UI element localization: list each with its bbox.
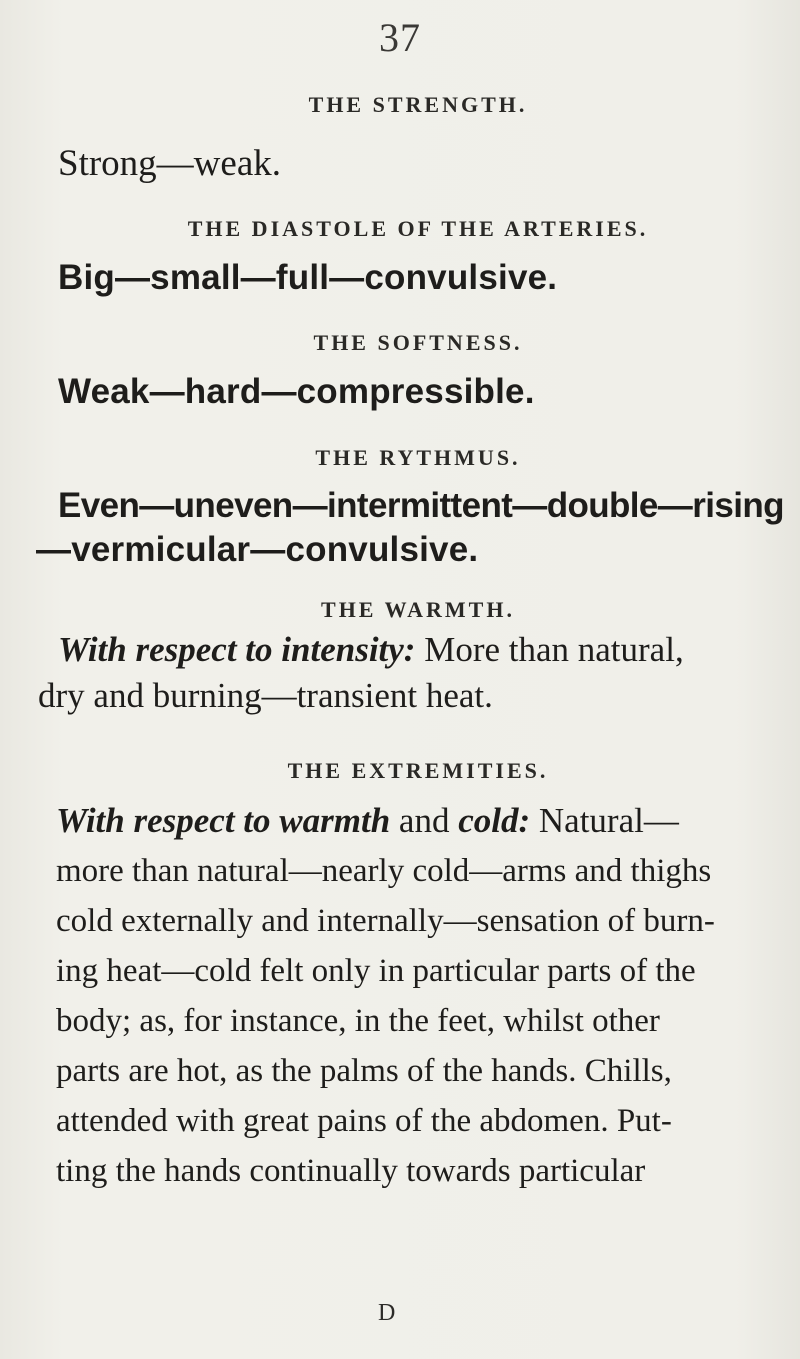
section-extremities-body [56,796,776,1196]
section-heading: THE WARMTH. [321,597,515,622]
section-softness [58,330,778,356]
body-line: body; as, for instance, in the feet, whilst other [56,1003,660,1039]
italic-lead: With respect to intensity: [58,630,416,669]
section-strength-body [58,142,778,185]
section-heading: THE SOFTNESS. [313,330,523,355]
body-text: and [398,801,450,840]
body-line: Even—uneven—intermittent—double—rising [58,486,784,525]
italic-lead: With respect to warmth [56,801,391,840]
body-line: more than natural—nearly cold—arms and thighs [56,853,712,889]
section-heading: THE RYTHMUS. [315,445,521,470]
body-line: parts are hot, as the palms of the hands. Chills, [56,1053,672,1089]
section-extremities [58,758,778,784]
body-line: attended with great pains of the abdomen. Put- [56,1103,672,1139]
italic-lead: cold: [458,801,531,840]
body-line: Strong—weak. [58,143,281,184]
body-text: More than natural, [424,630,684,669]
body-line: dry and burning—transient heat. [38,676,493,715]
section-warmth [58,597,778,623]
section-rythmus [58,445,778,471]
section-rythmus-body [36,486,784,570]
body-line [58,630,778,670]
body-line: Weak—hard—compressible. [58,372,535,411]
body-line: Big—small—full—convulsive. [58,258,558,297]
section-heading: THE EXTREMITIES. [287,758,549,783]
body-line: —vermicular—convulsive. [36,530,479,569]
body-text: Natural— [538,801,679,840]
body-line: ting the hands continually towards particular [56,1153,646,1189]
body-line [56,796,776,846]
page-number: 37 [379,15,421,60]
section-strength [58,92,778,118]
signature-mark: D [378,1300,396,1326]
section-heading: THE STRENGTH. [308,92,528,117]
body-line: ing heat—cold felt only in particular parts of the [56,953,696,989]
section-warmth-body [38,630,778,716]
section-diastole-body [58,258,778,298]
section-softness-body [58,372,778,412]
body-line: cold externally and internally—sensation of burn- [56,903,715,939]
section-heading: THE DIASTOLE OF THE ARTERIES. [187,216,649,241]
section-diastole [58,216,778,242]
